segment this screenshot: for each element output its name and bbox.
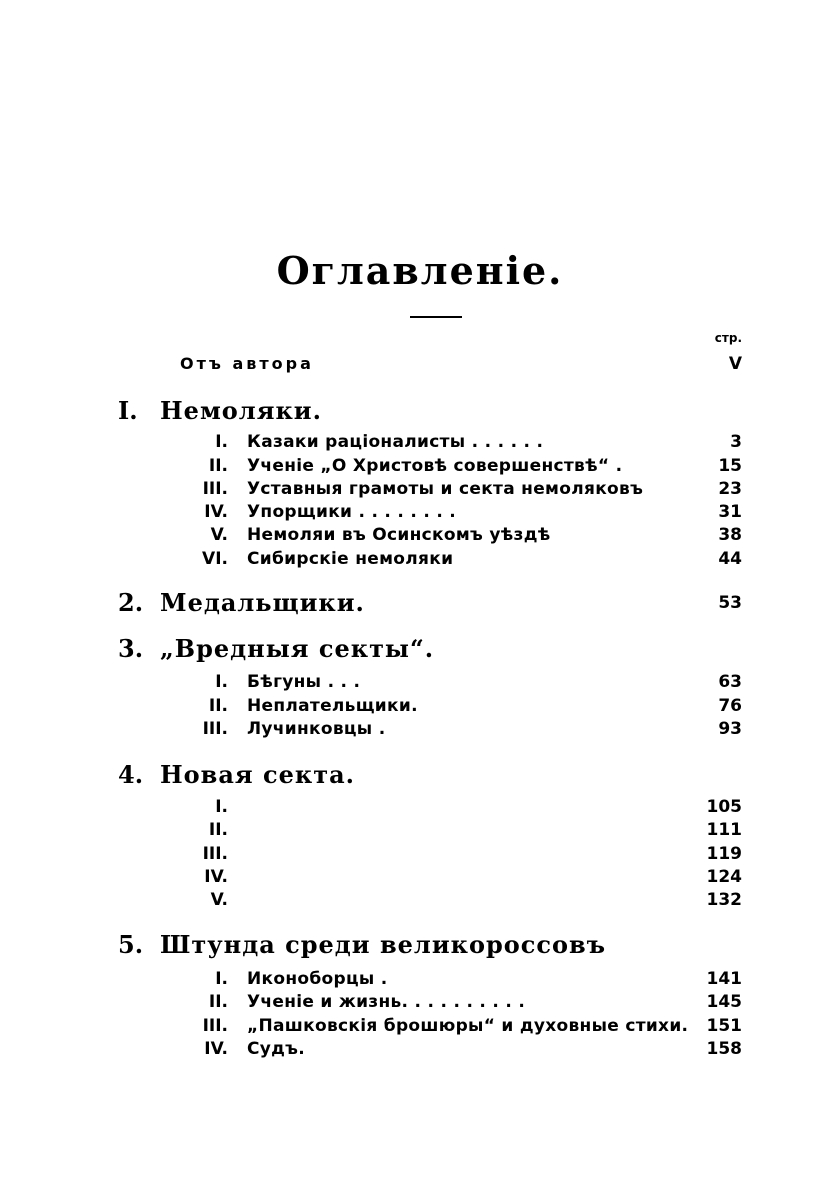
- chapter-row[interactable]: [0, 795, 840, 819]
- part-heading-4[interactable]: [0, 758, 840, 792]
- chapter-number: VI.: [202, 549, 228, 569]
- chapter-number: IV.: [204, 867, 228, 887]
- chapter-row[interactable]: [0, 500, 840, 524]
- chapter-number: IV.: [204, 1039, 228, 1059]
- part-heading-1[interactable]: [0, 394, 840, 428]
- chapter-row[interactable]: [0, 967, 840, 991]
- part-heading-2[interactable]: [0, 586, 840, 620]
- part-title: Немоляки.: [160, 396, 322, 425]
- chapter-row[interactable]: [0, 454, 840, 478]
- chapter-number: V.: [210, 525, 228, 545]
- chapter-title: Сибирскіе немоляки: [247, 549, 454, 569]
- chapter-title: Упорщики . . . . . . . .: [247, 502, 457, 522]
- chapter-page: 158: [706, 1039, 742, 1059]
- chapter-row[interactable]: [0, 1014, 840, 1038]
- part-page: 53: [718, 593, 742, 613]
- chapter-number: IV.: [204, 502, 228, 522]
- chapter-row[interactable]: [0, 865, 840, 889]
- chapter-number: I.: [215, 797, 228, 817]
- chapter-row[interactable]: [0, 694, 840, 718]
- chapter-page: 3: [730, 432, 742, 452]
- preface-label: Отъ автора: [180, 354, 314, 373]
- chapter-title: Ученіе и жизнь. . . . . . . . . .: [247, 992, 526, 1012]
- chapter-page: 124: [706, 867, 742, 887]
- chapter-page: 15: [718, 456, 742, 476]
- chapter-row[interactable]: [0, 1037, 840, 1061]
- chapter-page: 119: [706, 844, 742, 864]
- chapter-title: Ученіе „О Христовѣ совершенствѣ“ .: [247, 456, 623, 476]
- part-title: Штунда среди великороссовъ: [160, 930, 607, 959]
- chapter-row[interactable]: [0, 547, 840, 571]
- part-heading-5[interactable]: [0, 928, 840, 962]
- chapter-number: II.: [208, 820, 228, 840]
- chapter-number: II.: [208, 992, 228, 1012]
- part-number: 2.: [118, 588, 144, 617]
- preface-page: V: [728, 354, 742, 374]
- part-number: 4.: [118, 760, 144, 789]
- chapter-page: 141: [706, 969, 742, 989]
- chapter-page: 44: [718, 549, 742, 569]
- chapter-title: Уставныя грамоты и секта немоляковъ: [247, 479, 644, 499]
- chapter-page: 93: [718, 719, 742, 739]
- part-number: I.: [118, 396, 138, 425]
- chapter-row[interactable]: [0, 990, 840, 1014]
- chapter-page: 111: [706, 820, 742, 840]
- chapter-title: Лучинковцы .: [247, 719, 386, 739]
- chapter-number: I.: [215, 969, 228, 989]
- part-number: 3.: [118, 634, 144, 663]
- chapter-row[interactable]: [0, 670, 840, 694]
- part-heading-3[interactable]: [0, 632, 840, 666]
- chapter-number: II.: [208, 696, 228, 716]
- preface-row[interactable]: [0, 352, 840, 376]
- chapter-title: „Пашковскія брошюры“ и духовные стихи.: [247, 1016, 689, 1036]
- chapter-number: III.: [202, 479, 228, 499]
- chapter-number: I.: [215, 432, 228, 452]
- chapter-row[interactable]: [0, 717, 840, 741]
- chapter-page: 38: [718, 525, 742, 545]
- page-column-label: стр.: [714, 331, 742, 345]
- part-title: Новая секта.: [160, 760, 355, 789]
- chapter-title: Иконоборцы .: [247, 969, 388, 989]
- chapter-page: 63: [718, 672, 742, 692]
- chapter-row[interactable]: [0, 818, 840, 842]
- chapter-page: 105: [706, 797, 742, 817]
- chapter-page: 151: [706, 1016, 742, 1036]
- title-rule: [410, 316, 462, 318]
- chapter-page: 145: [706, 992, 742, 1012]
- chapter-number: V.: [210, 890, 228, 910]
- part-title: „Вредныя секты“.: [160, 634, 435, 663]
- chapter-number: II.: [208, 456, 228, 476]
- chapter-row[interactable]: [0, 523, 840, 547]
- chapter-page: 76: [718, 696, 742, 716]
- chapter-title: Судъ.: [247, 1039, 306, 1059]
- chapter-page: 132: [706, 890, 742, 910]
- chapter-row[interactable]: [0, 477, 840, 501]
- chapter-title: Неплательщики.: [247, 696, 418, 716]
- chapter-row[interactable]: [0, 888, 840, 912]
- chapter-row[interactable]: [0, 430, 840, 454]
- chapter-number: III.: [202, 844, 228, 864]
- chapter-title: Немоляи въ Осинскомъ уѣздѣ: [247, 525, 551, 545]
- part-title: Медальщики.: [160, 588, 365, 617]
- chapter-row[interactable]: [0, 842, 840, 866]
- chapter-page: 23: [718, 479, 742, 499]
- chapter-title: Бѣгуны . . .: [247, 672, 361, 692]
- chapter-number: III.: [202, 1016, 228, 1036]
- toc-title: Оглавленіе.: [276, 248, 564, 293]
- chapter-page: 31: [718, 502, 742, 522]
- part-number: 5.: [118, 930, 144, 959]
- chapter-number: I.: [215, 672, 228, 692]
- chapter-number: III.: [202, 719, 228, 739]
- chapter-title: Казаки раціоналисты . . . . . .: [247, 432, 544, 452]
